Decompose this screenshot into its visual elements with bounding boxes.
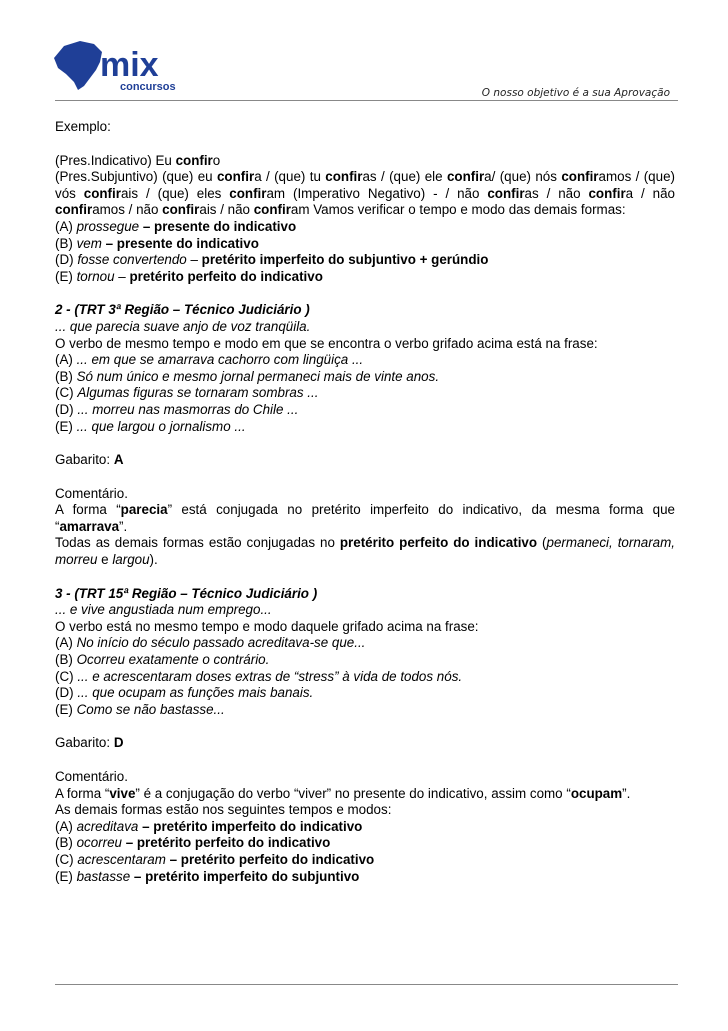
- brazil-map-icon: [54, 41, 102, 90]
- q3-option: (E) Como se não bastasse...: [55, 701, 225, 717]
- q3-answer: (A) acreditava – pretérito imperfeito do indicativo: [55, 818, 363, 834]
- intro-paragraph: (Pres.Subjuntivo) (que) eu confira / (que) tu confiras / (que) ele confira/ (que) nós confiramos / (que) vós confirais / (que) eles confiram (Imperativo Negativo) - / não confiras / não confira / não confiramos / não confirais / não confiram Vamos verificar o tempo e modo das demais formas:: [55, 169, 675, 218]
- q3-answer: (E) bastasse – pretérito imperfeito do subjuntivo: [55, 868, 360, 884]
- q2-comment-label: Comentário.: [55, 485, 128, 501]
- footer-divider: [55, 984, 678, 985]
- q3-option: (D) ... que ocupam as funções mais banais.: [55, 685, 314, 701]
- intro-answer: (E) tornou – pretérito perfeito do indicativo: [55, 268, 323, 284]
- q2-comment-1: A forma “parecia” está conjugada no pretérito imperfeito do indicativo, da mesma forma que “amarrava”.: [55, 502, 675, 534]
- q3-comment-2: As demais formas estão nos seguintes tempos e modos:: [55, 802, 392, 818]
- q2-quote: ... que parecia suave anjo de voz tranqüila.: [55, 318, 311, 334]
- q3-comment-label: Comentário.: [55, 769, 128, 784]
- intro-answer: (A) prossegue – presente do indicativo: [55, 218, 297, 234]
- q3-option: (B) Ocorreu exatamente o contrário.: [55, 652, 270, 668]
- intro-answer: (D) fosse convertendo – pretérito imperfeito do subjuntivo + gerúndio: [55, 252, 489, 268]
- header-divider: [55, 100, 678, 101]
- q2-option: (E) ... que largou o jornalismo ...: [55, 418, 246, 434]
- q3-option: (A) No início do século passado acreditava-se que...: [55, 635, 366, 651]
- document-body: [55, 119, 675, 885]
- q2-option: (A) ... em que se amarrava cachorro com lingüiça ...: [55, 352, 364, 368]
- q3-answer: (C) acrescentaram – pretérito perfeito do indicativo: [55, 851, 375, 867]
- q3-answer: (B) ocorreu – pretérito perfeito do indicativo: [55, 835, 331, 851]
- q3-heading: 3 - (TRT 15ª Região – Técnico Judiciário ): [55, 585, 318, 601]
- q3-quote: ... e vive angustiada num emprego...: [55, 602, 272, 618]
- q2-option: (C) Algumas figuras se tornaram sombras ...: [55, 385, 319, 401]
- logo-text: mix: [100, 46, 159, 84]
- q2-gabarito: Gabarito: A: [55, 452, 124, 468]
- q3-prompt: O verbo está no mesmo tempo e modo daquele grifado acima na frase:: [55, 618, 479, 634]
- q2-prompt: O verbo de mesmo tempo e modo em que se encontra o verbo grifado acima está na frase:: [55, 335, 598, 351]
- q3-gabarito: Gabarito: D: [55, 735, 124, 751]
- slogan: O nosso objetivo é a sua Aprovação: [481, 87, 670, 99]
- q2-heading: 2 - (TRT 3ª Região – Técnico Judiciário ): [55, 302, 310, 318]
- mix-concursos-logo: [50, 38, 190, 96]
- q3-option: (C) ... e acrescentaram doses extras de “stress” à vida de todos nós.: [55, 668, 463, 684]
- q2-comment-2: Todas as demais formas estão conjugadas no pretérito perfeito do indicativo (permaneci, tornaram, morreu e largou).: [55, 535, 676, 568]
- q3-comment-1: A forma “vive” é a conjugação do verbo “viver” no presente do indicativo, assim como “ocupam”.: [55, 785, 631, 801]
- intro-line-1: (Pres.Indicativo) Eu confiro: [55, 152, 221, 168]
- intro-answer: (B) vem – presente do indicativo: [55, 235, 259, 251]
- logo-subtext: concursos: [120, 81, 176, 93]
- intro-label: Exemplo:: [55, 119, 111, 134]
- q2-option: (D) ... morreu nas masmorras do Chile ...: [55, 401, 299, 417]
- q2-option: (B) Só num único e mesmo jornal permaneci mais de vinte anos.: [55, 368, 440, 384]
